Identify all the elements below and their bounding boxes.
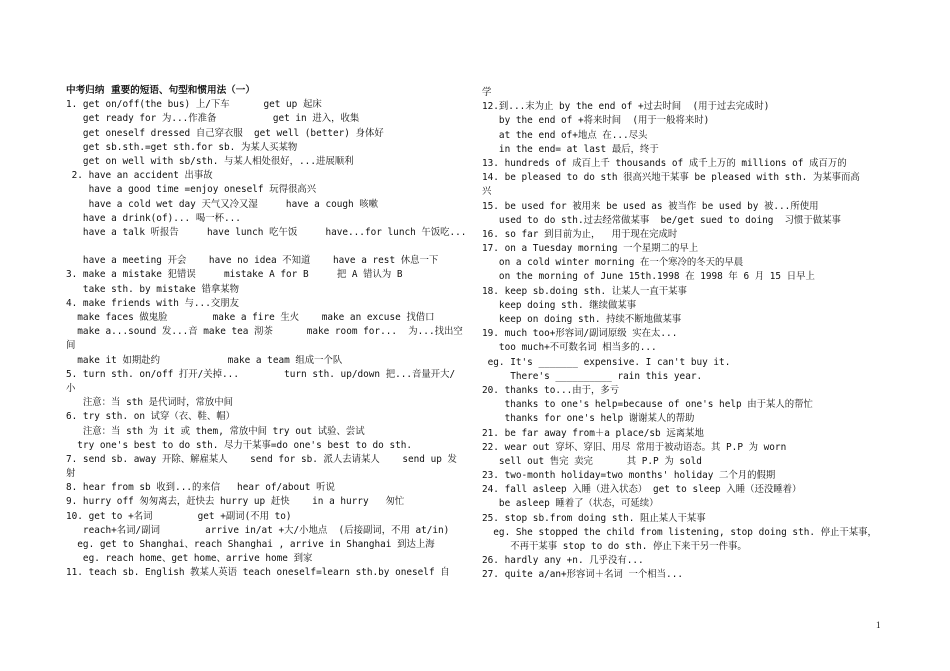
text-line: 注意：当 sth 是代词时，常放中间 <box>66 397 234 409</box>
text-line: make a...sound 发...音 make tea 沏茶 make room for... 为...找出空 <box>66 326 463 338</box>
text-line: get sb.sth.=get sth.for sb. 为某人买某物 <box>66 141 298 153</box>
text-line: take sth. by mistake 错拿某物 <box>66 283 239 295</box>
text-line: 不再干某事 stop to do sth. 停止下来干另一件事。 <box>482 541 747 552</box>
text-line: sell out 售完 卖完 其 P.P 为 sold <box>482 455 702 467</box>
text-line: too much+不可数名词 相当多的... <box>482 342 657 354</box>
text-line: get on well with sb/sth. 与某人相处很好，...进展顺利 <box>66 155 354 167</box>
text-line: make it 如期赴约 make a team 组成一个队 <box>66 354 343 366</box>
text-line: 19. much too+形容词/副词原级 实在太... <box>482 328 678 340</box>
left-column <box>66 84 470 581</box>
text-line: 22. wear out 穿坏、穿旧、用尽 常用于被动语态。其 P.P 为 worn <box>482 441 787 453</box>
text-line: try one's best to do sth. 尽力干某事=do one's best to do sth. <box>66 439 413 451</box>
text-line: 11. teach sb. English 教某人英语 teach oneself=learn sth.by oneself 自 <box>66 567 450 579</box>
text-line: 6. try sth. on 试穿（衣、鞋、帽） <box>66 411 236 423</box>
text-line: on a cold winter morning 在一个寒冷的冬天的早晨 <box>482 257 744 269</box>
text-line: make faces 做鬼脸 make a fire 生火 make an excuse 找借口 <box>66 312 435 323</box>
text-line: 小 <box>66 382 76 394</box>
text-line: 27. quite a/an+形容词＋名词 一个相当... <box>482 569 683 581</box>
text-line: 2. have an accident 出事故 <box>66 170 213 182</box>
text-line: thanks to one's help=because of one's help 由于某人的帮忙 <box>482 399 813 411</box>
text-line: 17. on a Tuesday morning 一个星期二的早上 <box>482 243 699 255</box>
text-line: get oneself dressed 自己穿衣服 get well (better) 身体好 <box>66 127 384 139</box>
text-line: have a cold wet day 天气又冷又湿 have a cough 咳嗽 <box>66 198 379 210</box>
text-line: have a talk 听报告 have lunch 吃午饭 have...for lunch 午饭吃... <box>66 226 467 238</box>
text-line: by the end of +将来时间 (用于一般将来时) <box>482 115 710 127</box>
text-line: 7. send sb. away 开除、解雇某人 send for sb. 派人去请某人 send up 发 <box>66 453 457 465</box>
text-line: be asleep 睡着了（状态，可延续） <box>482 498 659 510</box>
text-line: on the morning of June 15th.1998 在 1998 年 6 月 15 日早上 <box>482 271 815 283</box>
text-line: get ready for 为...作准备 get in 进入，收集 <box>66 113 360 125</box>
text-line: at the end of+地点 在...尽头 <box>482 129 648 141</box>
document-title: 中考归纳 重要的短语、句型和惯用法（一） <box>66 85 255 96</box>
text-line: 15. be used for 被用来 be used as 被当作 be used by 被...所使用 <box>482 200 819 212</box>
text-line: have a drink(of)... 喝一杯... <box>66 212 241 224</box>
text-line: thanks for one's help 谢谢某人的帮助 <box>482 413 695 425</box>
text-line: 18. keep sb.doing sth. 让某人一直干某事 <box>482 285 687 297</box>
text-line: 学 <box>482 87 492 98</box>
left-line-list <box>66 98 470 580</box>
right-column <box>482 86 882 583</box>
text-line: 20. thanks to...由于，多亏 <box>482 384 620 396</box>
text-line: 1. get on/off(the bus) 上/下车 get up 起床 <box>66 99 322 111</box>
text-line: used to do sth.过去经常做某事 be/get sued to doing 习惯于做某事 <box>482 214 841 226</box>
text-line: reach+名词/副词 arrive in/at +大/小地点 (后接副词，不用 at/in) <box>66 524 450 536</box>
text-line: 射 <box>66 468 76 480</box>
text-line: 兴 <box>482 186 492 198</box>
text-line: 14. be pleased to do sth 很高兴地干某事 be pleased with sth. 为某事而高 <box>482 172 860 184</box>
text-line: 23. two-month holiday=two months' holiday 二个月的假期 <box>482 470 776 482</box>
text-line: 注意：当 sth 为 it 或 them, 常放中间 try out 试验、尝试 <box>66 425 365 437</box>
text-line: 10. get to +名词 get +副词(不用 to) <box>66 510 292 522</box>
text-line: 间 <box>66 340 76 352</box>
text-line: 8. hear from sb 收到...的来信 hear of/about 听说 <box>66 482 335 494</box>
text-line: eg. She stopped the child from listening, stop doing sth. 停止干某事， <box>482 526 877 538</box>
right-line-list <box>482 86 882 583</box>
text-line: in the end= at last 最后，终于 <box>482 143 659 155</box>
text-line: 5. turn sth. on/off 打开/关掉... turn sth. up/down 把...音量开大/ <box>66 368 456 380</box>
text-line: have a good time =enjoy oneself 玩得很高兴 <box>66 184 317 196</box>
text-line: 26. hardly any +n. 几乎没有... <box>482 555 644 567</box>
text-line: 13. hundreds of 成百上千 thousands of 成千上万的 millions of 成百万的 <box>482 157 847 169</box>
page-number: 1 <box>876 620 881 630</box>
text-line: 21. be far away from＋a place/sb 远离某地 <box>482 427 704 439</box>
text-line: 4. make friends with 与...交朋友 <box>66 297 239 309</box>
text-line: 12.到...末为止 by the end of +过去时间 (用于过去完成时) <box>482 101 770 113</box>
text-line: eg. It's _______ expensive. I can't buy it. <box>482 356 731 368</box>
text-line: eg. get to Shanghai、reach Shanghai , arrive in Shanghai 到达上海 <box>66 539 435 550</box>
text-line: have a meeting 开会 have no idea 不知道 have a rest 休息一下 <box>66 255 439 267</box>
text-line <box>66 240 470 254</box>
text-line: eg. reach home、get home、arrive home 到家 <box>66 553 313 565</box>
text-line: 9. hurry off 匆匆离去，赶快去 hurry up 赶快 in a hurry 匆忙 <box>66 496 405 508</box>
text-line: 25. stop sb.from doing sth. 阻止某人干某事 <box>482 512 706 524</box>
text-line: 16. so far 到目前为止， 用于现在完成时 <box>482 228 678 240</box>
text-line: There's __________ rain this year. <box>482 370 703 382</box>
text-line: keep doing sth. 继续做某事 <box>482 299 637 311</box>
text-line: 3. make a mistake 犯错误 mistake A for B 把 A 错认为 B <box>66 269 403 281</box>
text-line: keep on doing sth. 持续不断地做某事 <box>482 314 682 325</box>
text-line: 24. fall asleep 入睡（进入状态） get to sleep 入睡（还没睡着） <box>482 484 802 496</box>
